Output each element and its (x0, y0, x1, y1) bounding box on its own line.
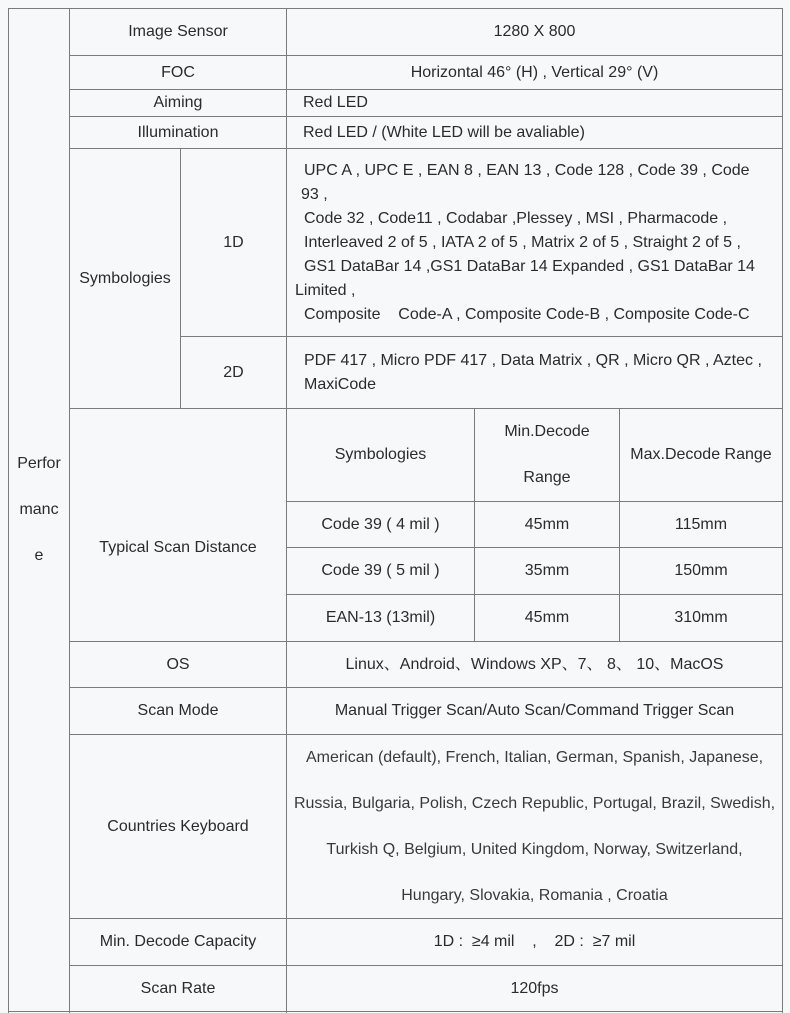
section-label-line: manc (19, 501, 59, 518)
symbologies-2d-list (287, 337, 782, 408)
keyboard-line: Turkish Q, Belgium, United Kingdom, Norway, Switzerland, (326, 840, 743, 858)
countries-keyboard-list (287, 735, 782, 918)
scan-row-symbology: Code 39 ( 5 mil ) (321, 562, 440, 579)
scan-mode-value: Manual Trigger Scan/Auto Scan/Command Trigger Scan (334, 702, 735, 719)
scan-row-symbology: Code 39 ( 4 mil ) (321, 515, 440, 533)
section-label-line: Perfor (17, 455, 61, 472)
scan-row-min: 45mm (524, 515, 570, 533)
aiming-value: Red LED (303, 94, 368, 111)
min-decode-capacity-value: 1D : ≥4 mil , 2D : ≥7 mil (433, 933, 636, 950)
image-sensor-label: Image Sensor (128, 23, 228, 40)
symbology-line: 93 , (301, 185, 328, 203)
symbology-line: Composite Code-A , Composite Code-B , Composite Code-C (304, 305, 750, 323)
symbologies-1d-label: 1D (223, 233, 244, 251)
section-label-performance (9, 9, 69, 1011)
scan-row-max: 310mm (674, 609, 728, 626)
scan-header-min-line: Min.Decode (504, 423, 590, 440)
symbologies-1d-list (287, 149, 782, 336)
symbologies-label: Symbologies (79, 269, 171, 287)
keyboard-line: Hungary, Slovakia, Romania , Croatia (401, 886, 668, 904)
symbology-line: Interleaved 2 of 5 , IATA 2 of 5 , Matrix 2 of 5 , Straight 2 of 5 , (304, 233, 741, 251)
min-decode-capacity-label: Min. Decode Capacity (99, 933, 257, 950)
os-label: OS (166, 655, 190, 673)
keyboard-line: American (default), French, Italian, German, Spanish, Japanese, (305, 748, 764, 766)
illumination-label: Illumination (137, 123, 219, 141)
scan-header-min-line: Range (523, 469, 571, 486)
symbology-line: MaxiCode (304, 375, 377, 393)
symbology-line: Code 32 , Code11 , Codabar ,Plessey , MSI , Pharmacode , (304, 209, 728, 227)
scan-rate-label: Scan Rate (140, 979, 216, 997)
image-sensor-value: 1280 X 800 (493, 23, 576, 40)
os-value: Linux、Android、Windows XP、7、 8、 10、MacOS (345, 655, 724, 673)
scan-mode-label: Scan Mode (137, 702, 219, 719)
keyboard-line: Russia, Bulgaria, Polish, Czech Republic, Portugal, Brazil, Swedish, (293, 794, 776, 812)
section-label-line: e (34, 547, 44, 564)
foc-value: Horizontal 46° (H) , Vertical 29° (V) (410, 63, 659, 81)
scan-row-min: 45mm (524, 609, 570, 626)
scan-row-min: 35mm (524, 562, 570, 579)
countries-keyboard-label: Countries Keyboard (107, 817, 249, 835)
scan-rate-value: 120fps (510, 979, 559, 997)
typical-scan-distance-label: Typical Scan Distance (99, 539, 257, 556)
scan-row-symbology: EAN-13 (13mil) (325, 609, 436, 626)
foc-label: FOC (161, 63, 195, 81)
scan-header-symbologies: Symbologies (334, 446, 427, 463)
scan-row-max: 150mm (674, 562, 728, 579)
scan-header-max-range: Max.Decode Range (630, 446, 772, 463)
symbology-line: GS1 DataBar 14 ,GS1 DataBar 14 Expanded , GS1 DataBar 14 (304, 257, 755, 275)
symbology-line: PDF 417 , Micro PDF 417 , Data Matrix , QR , Micro QR , Aztec , (304, 351, 762, 369)
symbology-line: Limited , (295, 281, 356, 299)
symbology-line: UPC A , UPC E , EAN 8 , EAN 13 , Code 128 , Code 39 , Code (304, 161, 750, 179)
aiming-label: Aiming (153, 94, 203, 111)
scan-header-min-range (475, 409, 619, 501)
scan-row-max: 115mm (674, 515, 728, 533)
illumination-value: Red LED / (White LED will be avaliable) (303, 123, 585, 141)
symbologies-2d-label: 2D (223, 363, 244, 381)
